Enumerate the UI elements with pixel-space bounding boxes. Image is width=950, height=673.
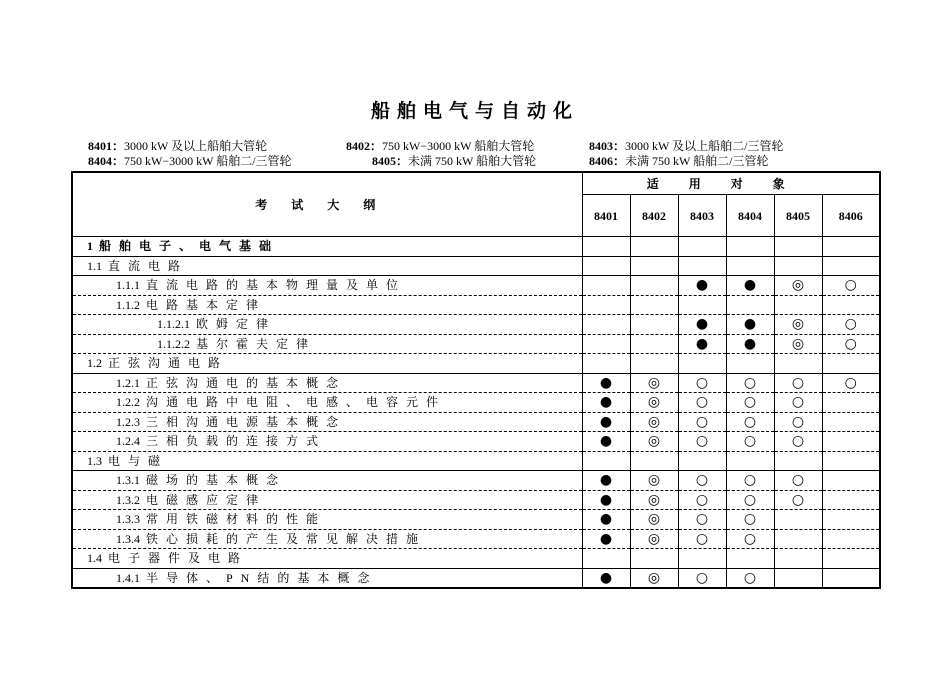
outline-header: [72, 172, 582, 237]
applicability-cell: [630, 432, 678, 452]
applicability-cell: [774, 393, 822, 413]
item-text: 正弦沟通电路: [108, 356, 229, 371]
applicability-cell: [582, 471, 630, 491]
applicability-mark: ◎: [647, 511, 661, 528]
applicability-mark: ○: [695, 394, 709, 411]
legend-entry-8406: [589, 154, 768, 168]
applicability-mark: ◎: [647, 394, 661, 411]
outline-item: [72, 315, 582, 335]
applicability-cell: [678, 510, 726, 530]
applicability-cell: [726, 432, 774, 452]
outline-item: [72, 490, 582, 510]
item-number: 1.3: [87, 453, 102, 468]
applicability-mark: ○: [743, 530, 757, 547]
item-text: 基尔霍夫定律: [196, 336, 317, 351]
applicability-cell: [678, 295, 726, 315]
applicability-cell: [726, 412, 774, 432]
table-row: [72, 373, 880, 393]
legend-code: 8403：: [589, 139, 626, 153]
applicability-cell: [678, 412, 726, 432]
item-number: 1.2.1: [116, 375, 140, 390]
table-row: [72, 354, 880, 374]
table-row: [72, 237, 880, 257]
applicability-cell: [726, 568, 774, 588]
applicability-cell: [678, 451, 726, 471]
outline-item: [72, 393, 582, 413]
outline-item: [72, 256, 582, 276]
applicability-mark: ●: [695, 316, 709, 333]
outline-item: [72, 295, 582, 315]
applicability-cell: [678, 373, 726, 393]
table-row: [72, 529, 880, 549]
item-text: 电子器件及电路: [108, 551, 249, 566]
applicability-cell: [774, 295, 822, 315]
item-number: 1.1.1: [116, 278, 140, 293]
legend-entry-8403: [589, 139, 783, 153]
applicability-cell: [726, 510, 774, 530]
legend-entry-8401: [88, 139, 267, 153]
applicability-cell: [822, 412, 880, 432]
applicability-cell: [678, 568, 726, 588]
legend-desc: 3000 kW 及以上船舶大管轮: [124, 139, 268, 153]
applicability-mark: ●: [599, 413, 613, 430]
applicability-cell: [822, 432, 880, 452]
applicability-cell: [774, 451, 822, 471]
applicability-mark: ○: [695, 413, 709, 430]
code-header-8403: 8403: [678, 195, 726, 237]
table-row: [72, 334, 880, 354]
item-number: 1.4: [87, 551, 102, 566]
item-number: 1.1.2.2: [157, 336, 190, 351]
applicability-cell: [822, 334, 880, 354]
applicability-mark: ●: [599, 374, 613, 391]
table-row: [72, 276, 880, 296]
item-number: 1: [87, 239, 93, 254]
legend-code: 8402：: [346, 139, 383, 153]
outline-body: [72, 237, 880, 589]
item-number: 1.4.1: [116, 570, 140, 585]
applicability-cell: [822, 529, 880, 549]
applicability-mark: ●: [695, 277, 709, 294]
applicability-mark: ●: [743, 277, 757, 294]
applicability-mark: ◎: [647, 413, 661, 430]
applicability-cell: [726, 490, 774, 510]
applicability-mark: ●: [599, 394, 613, 411]
code-header-8404-text: 8404: [738, 208, 762, 223]
applicability-mark: ●: [743, 335, 757, 352]
applicability-mark: ○: [791, 472, 805, 489]
applicability-mark: ○: [844, 374, 857, 391]
code-header-8402: [630, 195, 678, 237]
applicability-cell: [678, 529, 726, 549]
applicability-cell: [726, 529, 774, 549]
applicability-cell: [582, 549, 630, 569]
applicability-cell: [774, 471, 822, 491]
applicability-cell: [678, 549, 726, 569]
applicability-cell: [822, 510, 880, 530]
applicability-mark: ●: [599, 491, 613, 508]
applicability-cell: [582, 295, 630, 315]
applicability-mark: ○: [743, 374, 757, 391]
item-text: 铁心损耗的产生及常见解决措施: [146, 531, 427, 546]
legend-desc: 750 kW−3000 kW 船舶大管轮: [382, 139, 535, 153]
table-row: [72, 549, 880, 569]
table-row: [72, 295, 880, 315]
applicability-cell: [774, 276, 822, 296]
applicability-cell: [630, 568, 678, 588]
applicability-mark: ○: [743, 433, 757, 450]
applicability-cell: [630, 393, 678, 413]
applicability-cell: [678, 432, 726, 452]
applicability-cell: [678, 256, 726, 276]
applicability-cell: [582, 315, 630, 335]
applicability-cell: [726, 393, 774, 413]
item-text: 欧姆定律: [196, 317, 277, 332]
applicability-cell: [774, 373, 822, 393]
applicability-mark: ○: [791, 491, 805, 508]
applicability-cell: [630, 412, 678, 432]
applicability-mark: ○: [695, 433, 709, 450]
item-text: 电磁感应定律: [146, 492, 267, 507]
outline-item: [72, 237, 582, 257]
applicability-cell: [630, 471, 678, 491]
applicability-cell: [726, 237, 774, 257]
applicability-cell: [726, 315, 774, 335]
applicability-mark: ○: [743, 413, 757, 430]
item-text: 电路基本定律: [146, 297, 267, 312]
applicability-cell: [822, 549, 880, 569]
applicability-cell: [582, 432, 630, 452]
applicability-cell: [822, 373, 880, 393]
outline-table: [71, 171, 881, 589]
applicability-mark: ○: [743, 511, 757, 528]
applicability-cell: [774, 510, 822, 530]
item-number: 1.2.2: [116, 395, 140, 410]
legend-entry-8404: [88, 154, 292, 168]
applicability-cell: [822, 568, 880, 588]
applicability-cell: [822, 237, 880, 257]
code-header-8401: 8401: [582, 195, 630, 237]
applicability-cell: [630, 237, 678, 257]
item-text: 常用铁磁材料的性能: [146, 512, 327, 527]
applicability-mark: ◎: [647, 472, 661, 489]
applicability-mark: ◎: [791, 316, 805, 333]
applicability-mark: ◎: [647, 433, 661, 450]
applicability-cell: [774, 256, 822, 276]
item-number: 1.3.4: [116, 531, 140, 546]
code-header-8404: [726, 195, 774, 237]
applicability-cell: [582, 237, 630, 257]
applicability-cell: [774, 432, 822, 452]
applicability-mark: ◎: [791, 335, 805, 352]
table-row: [72, 510, 880, 530]
applicability-cell: [822, 490, 880, 510]
item-text: 直流电路: [108, 258, 189, 273]
applicability-cell: [582, 393, 630, 413]
applicability-cell: [582, 451, 630, 471]
item-text: 沟通电路中电阻、电感、电容元件: [146, 395, 447, 410]
applicability-mark: ◎: [647, 569, 661, 586]
applicability-cell: [582, 373, 630, 393]
applicability-cell: [630, 354, 678, 374]
legend-entry-8402: [346, 139, 534, 153]
applicability-cell: [774, 315, 822, 335]
applicability-mark: ○: [743, 569, 757, 586]
applicability-cell: [822, 354, 880, 374]
outline-item: [72, 432, 582, 452]
legend-desc: 未满 750 kW 船舶大管轮: [408, 154, 537, 168]
applicability-cell: [726, 276, 774, 296]
applicability-cell: [630, 490, 678, 510]
applicability-cell: [582, 529, 630, 549]
applicability-mark: ●: [599, 433, 613, 450]
applicability-cell: [822, 276, 880, 296]
applicability-cell: [678, 393, 726, 413]
item-number: 1.3.2: [116, 492, 140, 507]
applicable-header-label: 适用对象: [646, 176, 815, 191]
table-row: [72, 451, 880, 471]
applicability-cell: [630, 256, 678, 276]
applicability-cell: [582, 510, 630, 530]
item-text: 半导体、PN结的基本概念: [146, 570, 378, 585]
applicability-cell: [582, 354, 630, 374]
table-row: [72, 490, 880, 510]
applicability-cell: [822, 256, 880, 276]
applicability-cell: [582, 256, 630, 276]
applicability-mark: ○: [791, 413, 805, 430]
item-text: 正弦沟通电的基本概念: [146, 375, 347, 390]
table-row: [72, 315, 880, 335]
item-number: 1.1.2: [116, 297, 140, 312]
applicability-cell: [630, 276, 678, 296]
applicability-cell: [822, 295, 880, 315]
outline-header-label: 考试大纲: [255, 197, 400, 212]
outline-item: [72, 549, 582, 569]
code-header-8405: 8405: [774, 195, 822, 237]
applicability-cell: [630, 295, 678, 315]
item-number: 1.3.1: [116, 473, 140, 488]
applicability-cell: [726, 256, 774, 276]
item-text: 直流电路的基本物理量及单位: [146, 278, 407, 293]
applicability-cell: [630, 510, 678, 530]
legend-desc: 3000 kW 及以上船舶二/三管轮: [625, 139, 784, 153]
applicability-mark: ◎: [647, 374, 661, 391]
legend-code: 8404：: [88, 154, 125, 168]
outline-item: [72, 529, 582, 549]
applicability-mark: ○: [844, 316, 857, 333]
outline-item: [72, 568, 582, 588]
applicability-mark: ◎: [647, 491, 661, 508]
applicability-cell: [582, 276, 630, 296]
applicability-cell: [630, 549, 678, 569]
item-number: 1.2.4: [116, 434, 140, 449]
applicability-cell: [774, 568, 822, 588]
item-number: 1.3.3: [116, 512, 140, 527]
table-row: [72, 256, 880, 276]
applicability-mark: ●: [599, 530, 613, 547]
applicability-mark: ◎: [647, 530, 661, 547]
applicability-cell: [822, 451, 880, 471]
applicability-cell: [774, 412, 822, 432]
item-text: 磁场的基本概念: [146, 473, 287, 488]
applicability-mark: ○: [695, 569, 709, 586]
applicability-mark: ○: [791, 394, 805, 411]
outline-item: [72, 334, 582, 354]
table-row: [72, 568, 880, 588]
outline-item: [72, 412, 582, 432]
applicability-mark: ○: [743, 491, 757, 508]
code-header-8402-text: 8402: [642, 208, 666, 223]
applicability-mark: ●: [599, 472, 613, 489]
applicability-cell: [726, 295, 774, 315]
item-number: 1.1.2.1: [157, 317, 190, 332]
applicability-cell: [630, 373, 678, 393]
applicability-mark: ○: [695, 491, 709, 508]
applicability-cell: [774, 549, 822, 569]
applicability-mark: ◎: [791, 277, 805, 294]
item-text: 三相沟通电源基本概念: [146, 414, 347, 429]
item-text: 船舶电子、电气基础: [99, 239, 280, 254]
applicability-mark: ○: [844, 277, 857, 294]
applicability-cell: [678, 471, 726, 491]
applicability-cell: [774, 354, 822, 374]
applicability-cell: [726, 373, 774, 393]
applicability-cell: [678, 237, 726, 257]
table-row: [72, 393, 880, 413]
applicability-cell: [678, 315, 726, 335]
table-row: [72, 471, 880, 491]
legend-desc: 750 kW−3000 kW 船舶二/三管轮: [124, 154, 292, 168]
applicability-mark: ○: [695, 374, 709, 391]
applicability-cell: [582, 412, 630, 432]
applicability-mark: ○: [743, 394, 757, 411]
applicability-cell: [726, 334, 774, 354]
outline-item: [72, 373, 582, 393]
applicability-cell: [678, 334, 726, 354]
applicability-cell: [726, 471, 774, 491]
applicability-mark: ○: [695, 530, 709, 547]
outline-item: [72, 510, 582, 530]
applicability-cell: [678, 354, 726, 374]
outline-item: [72, 451, 582, 471]
legend-desc: 未满 750 kW 船舶二/三管轮: [625, 154, 769, 168]
item-number: 1.2.3: [116, 414, 140, 429]
applicability-cell: [678, 490, 726, 510]
applicability-cell: [726, 451, 774, 471]
applicability-cell: [822, 393, 880, 413]
item-text: 电与磁: [108, 453, 169, 468]
applicability-mark: ○: [743, 472, 757, 489]
outline-item: [72, 276, 582, 296]
item-number: 1.1: [87, 258, 102, 273]
item-text: 三相负载的连接方式: [146, 434, 327, 449]
legend-code: 8401：: [88, 139, 125, 153]
applicable-header: [582, 172, 880, 195]
applicability-mark: ○: [844, 335, 857, 352]
applicability-cell: [630, 529, 678, 549]
applicability-mark: ●: [599, 569, 613, 586]
applicability-mark: ●: [743, 316, 757, 333]
legend-code: 8405：: [372, 154, 409, 168]
applicability-cell: [774, 334, 822, 354]
legend-entry-8405: [372, 154, 536, 168]
applicability-cell: [582, 334, 630, 354]
applicability-cell: [822, 315, 880, 335]
table-row: [72, 412, 880, 432]
applicability-cell: [726, 549, 774, 569]
table-row: [72, 432, 880, 452]
applicability-mark: ○: [791, 374, 805, 391]
applicability-cell: [582, 568, 630, 588]
outline-item: [72, 354, 582, 374]
applicability-cell: [678, 276, 726, 296]
applicability-cell: [774, 237, 822, 257]
applicability-cell: [630, 451, 678, 471]
applicability-mark: ●: [695, 335, 709, 352]
applicability-cell: [774, 490, 822, 510]
applicability-cell: [774, 529, 822, 549]
applicability-cell: [582, 490, 630, 510]
applicability-mark: ○: [695, 511, 709, 528]
code-header-8406: 8406: [822, 195, 880, 237]
document-title: 船舶电气与自动化: [370, 101, 579, 122]
applicability-cell: [822, 471, 880, 491]
applicability-cell: [726, 354, 774, 374]
outline-item: [72, 471, 582, 491]
applicability-cell: [630, 315, 678, 335]
applicability-mark: ○: [695, 472, 709, 489]
applicability-cell: [630, 334, 678, 354]
applicability-mark: ○: [791, 433, 805, 450]
applicability-mark: ●: [599, 511, 613, 528]
legend-code: 8406：: [589, 154, 626, 168]
item-number: 1.2: [87, 356, 102, 371]
